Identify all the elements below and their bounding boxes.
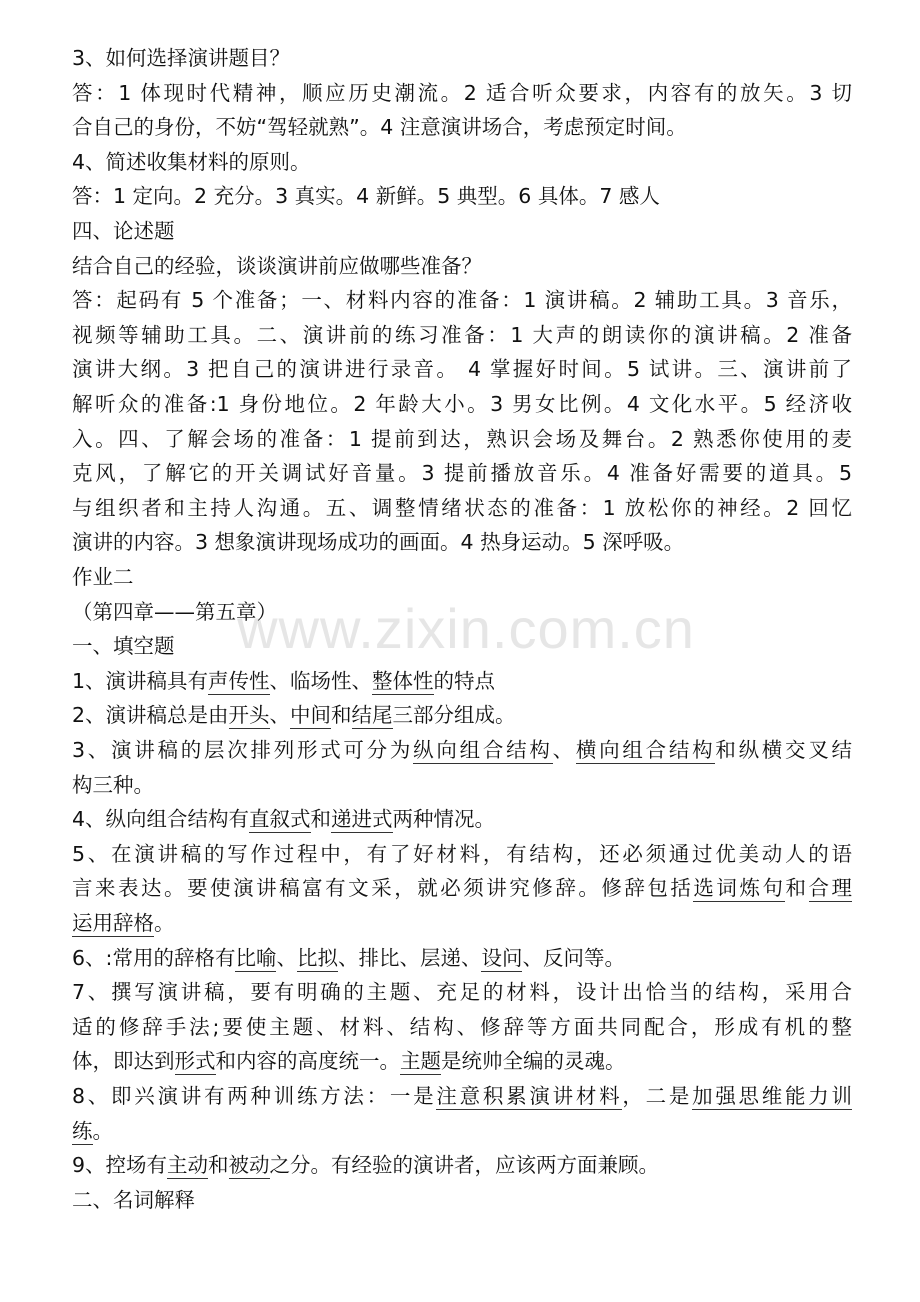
text-line: [72, 628, 852, 664]
text-line: [72, 75, 852, 111]
underlined-answer: 横向组合结构: [575, 738, 716, 762]
underlined-answer: 递进式: [331, 807, 393, 832]
text-segment: 、: [269, 703, 291, 728]
text-segment: 和: [331, 703, 352, 728]
text-segment: 的特点: [433, 668, 496, 693]
text-line: [72, 455, 852, 491]
text-line: [72, 559, 852, 595]
text-line: [72, 663, 852, 699]
text-segment: 3、演讲稿的层次排列形式可分为: [72, 738, 414, 762]
text-line: [72, 801, 852, 837]
text-segment: 5、在演讲稿的写作过程中，有了好材料，有结构，还必须通过优美动人的语: [72, 841, 852, 866]
text-segment: 2、演讲稿总是由: [72, 703, 229, 728]
text-segment: 、反问等。: [522, 945, 625, 970]
text-segment: 、: [276, 945, 297, 970]
text-segment: 二、名词解释: [72, 1187, 195, 1212]
text-line: [72, 144, 852, 180]
text-line: [72, 836, 852, 872]
underlined-answer: 比喻: [235, 945, 277, 970]
text-segment: 6、:常用的辞格有: [72, 945, 236, 970]
underlined-answer: 被动: [228, 1153, 270, 1178]
underlined-answer: 选词炼句: [693, 876, 786, 901]
text-segment: 构三种。: [72, 772, 154, 797]
text-segment: 3、如何选择演讲题目？: [72, 46, 291, 70]
text-segment: 4、纵向组合结构有: [72, 807, 250, 832]
text-line: [72, 1043, 852, 1079]
underlined-answer: 合理: [808, 876, 853, 901]
text-segment: （第四章——第五章）: [72, 599, 277, 624]
text-line: [72, 940, 852, 976]
text-line: [72, 594, 852, 630]
text-segment: 四、论述题: [72, 219, 175, 243]
text-segment: 和: [310, 807, 332, 832]
text-line: [72, 248, 852, 284]
underlined-answer: 注意积累演讲材料: [436, 1084, 623, 1108]
text-segment: 和: [785, 876, 809, 901]
text-segment: 克风，了解它的开关调试好音量。3 提前播放音乐。4 准备好需要的道具。5: [72, 461, 852, 486]
text-segment: 和纵横交叉结: [715, 738, 853, 762]
text-segment: 演讲的内容。3 想象演讲现场成功的画面。4 热身运动。5 深呼吸。: [72, 530, 685, 555]
text-line: [72, 767, 852, 803]
text-line: [72, 421, 852, 457]
underlined-answer: 比拟: [296, 945, 338, 970]
underlined-answer: 运用辞格: [72, 911, 154, 935]
text-segment: 答：1 体现时代精神，顺应历史潮流。2 适合听众要求，内容有的放矢。3 切: [72, 80, 852, 105]
text-line: [72, 974, 852, 1010]
text-line: [72, 490, 852, 526]
underlined-answer: 练: [72, 1118, 93, 1143]
text-line: [72, 905, 852, 941]
text-segment: 演讲大纲。3 把自己的演讲进行录音。 4 掌握好时间。5 试讲。三、演讲前了: [72, 357, 852, 382]
text-line: [72, 109, 852, 145]
underlined-answer: 结尾: [351, 703, 393, 728]
text-line: [72, 697, 852, 733]
text-line: [72, 1078, 852, 1114]
underlined-answer: 加强思维能力训: [692, 1084, 853, 1108]
text-segment: 答：起码有 5 个准备；一、材料内容的准备：1 演讲稿。2 辅助工具。3 音乐，: [72, 288, 852, 313]
text-segment: 解听众的准备:1 身份地位。2 年龄大小。3 男女比例。4 文化水平。5 经济收: [72, 392, 852, 416]
text-line: [72, 213, 852, 249]
text-segment: 是统帅全编的灵魂。: [441, 1049, 626, 1074]
text-segment: 结合自己的经验，谈谈演讲前应做哪些准备？: [72, 253, 482, 278]
text-segment: 适的修辞手法;要使主题、材料、结构、修辞等方面共同配合，形成有机的整: [72, 1014, 852, 1039]
text-line: [72, 351, 852, 387]
underlined-answer: 纵向组合结构: [413, 738, 553, 762]
text-line: [72, 178, 852, 214]
text-line: [72, 282, 852, 318]
text-line: [72, 386, 852, 422]
text-line: [72, 524, 852, 560]
text-line: [72, 317, 852, 353]
underlined-answer: 形式: [174, 1049, 216, 1074]
text-segment: 体，即达到: [72, 1049, 175, 1074]
underlined-answer: 设问: [481, 945, 523, 970]
text-segment: 入。四、了解会场的准备：1 提前到达，熟识会场及舞台。2 熟悉你使用的麦: [72, 426, 852, 451]
text-segment: 之分。有经验的演讲者，应该两方面兼顾。: [269, 1153, 660, 1178]
underlined-answer: 整体性: [372, 668, 434, 693]
text-segment: 9、控场有: [72, 1153, 168, 1178]
text-segment: 和: [208, 1153, 229, 1178]
text-segment: 8、即兴演讲有两种训练方法：一是: [72, 1084, 437, 1108]
underlined-answer: 开头: [228, 703, 270, 728]
watermark: www.zixin.com.cn: [237, 597, 695, 660]
text-segment: 7、撰写演讲稿，要有明确的主题、充足的材料，设计出恰当的结构，采用合: [72, 980, 852, 1005]
text-line: [72, 1113, 852, 1149]
text-segment: 、: [552, 738, 576, 762]
text-segment: 与组织者和主持人沟通。五、调整情绪状态的准备：1 放松你的神经。2 回忆: [72, 495, 852, 520]
text-segment: 言来表达。要使演讲稿富有文采，就必须讲究修辞。修辞包括: [72, 876, 694, 901]
text-line: [72, 1009, 852, 1045]
text-segment: 视频等辅助工具。二、演讲前的练习准备：1 大声的朗读你的演讲稿。2 准备: [72, 322, 852, 347]
underlined-answer: 主动: [167, 1153, 209, 1178]
underlined-answer: 声传性: [208, 668, 270, 693]
text-segment: 答：1 定向。2 充分。3 真实。4 新鲜。5 典型。6 具体。7 感人: [72, 184, 660, 209]
text-segment: 三部分组成。: [392, 703, 516, 728]
text-segment: 。: [92, 1118, 113, 1143]
text-segment: 合自己的身份，不妨“驾轻就熟”。4 注意演讲场合，考虑预定时间。: [72, 115, 687, 140]
text-segment: 一、填空题: [72, 634, 175, 659]
text-segment: 和内容的高度统一。: [215, 1049, 400, 1074]
text-segment: 作业二: [72, 565, 134, 589]
text-line: [72, 732, 852, 768]
text-segment: 两种情况。: [392, 807, 496, 832]
underlined-answer: 主题: [400, 1049, 441, 1074]
text-segment: 1、演讲稿具有: [72, 668, 209, 693]
text-line: [72, 870, 852, 906]
text-segment: 、排比、层递、: [337, 945, 482, 970]
text-segment: 、临场性、: [269, 668, 373, 693]
text-line: [72, 40, 852, 76]
text-line: [72, 1147, 852, 1183]
text-segment: ，二是: [622, 1084, 693, 1108]
text-segment: 。: [154, 911, 175, 935]
underlined-answer: 直叙式: [249, 807, 311, 832]
text-line: [72, 1182, 852, 1218]
text-segment: 4、简述收集材料的原则。: [72, 149, 311, 174]
underlined-answer: 中间: [290, 703, 332, 728]
